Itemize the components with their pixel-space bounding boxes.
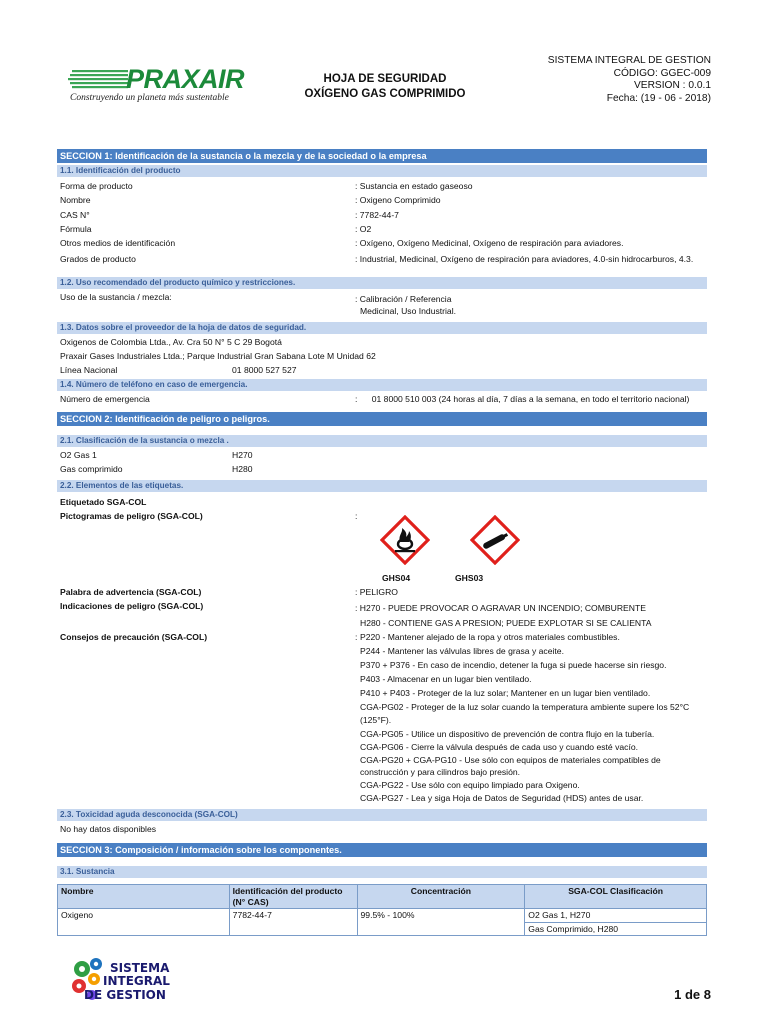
precaution-line: CGA-PG02 - Proteger de la luz solar cuando la temperatura ambiente supere los 52°C [360, 702, 690, 712]
subsection-1-4: 1.4. Número de teléfono en caso de emergencia. [57, 379, 707, 391]
hazard-statements-label: Indicaciones de peligro (SGA-COL) [60, 601, 204, 611]
praxair-stripes-icon [66, 68, 130, 90]
gas-cylinder-icon [470, 515, 520, 565]
national-line-value: 01 8000 527 527 [232, 365, 297, 375]
composition-table [57, 884, 707, 936]
row-value: : Oxígeno, Oxígeno Medicinal, Oxígeno de respiración para aviadores. [355, 238, 624, 248]
table-cell-cas: 7782-44-7 [229, 909, 357, 936]
row-value: : Industrial, Medicinal, Oxígeno de respiración para aviadores, 4.0-sin hidrocarburos, 4.3. [355, 254, 694, 264]
pictogram-label: Pictogramas de peligro (SGA-COL) [60, 511, 203, 521]
hazard-statement-1: : H270 - PUEDE PROVOCAR O AGRAVAR UN INCENDIO; COMBURENTE [355, 603, 646, 613]
precaution-line: P410 + P403 - Proteger de la luz solar; Mantener en un lugar bien ventilado. [360, 688, 651, 698]
system-info [548, 55, 711, 105]
praxair-brand: PRAXAIR [126, 64, 245, 94]
footer-logo-line-2: INTEGRAL [103, 974, 170, 988]
table-cell-name: Oxigeno [58, 909, 230, 936]
label-sga: Etiquetado SGA-COL [60, 497, 147, 507]
subsection-2-1: 2.1. Clasificación de la sustancia o mezcla . [57, 435, 707, 447]
subsection-1-2: 1.2. Uso recomendado del producto químico y restricciones. [57, 277, 707, 289]
row-label: Otros medios de identificación [60, 238, 176, 248]
precaution-line: P220 - Mantener alejado de la ropa y otros materiales combustibles. [360, 632, 620, 642]
emergency-value: : 01 8000 510 003 (24 horas al día, 7 días a la semana, en todo el territorio nacional) [355, 394, 690, 404]
use-value: : Calibración / Referencia [355, 294, 452, 304]
footer-logo-line-3: DE GESTION [84, 988, 166, 1002]
title-line-1: HOJA DE SEGURIDAD [323, 73, 447, 85]
row-value: : Sustancia en estado gaseoso [355, 181, 473, 191]
table-cell-classification: Gas Comprimido, H280 [525, 922, 707, 936]
supplier-line-2: Praxair Gases Industriales Ltda.; Parque Industrial Gran Sabana Lote M Unidad 62 [60, 351, 376, 361]
row-value: : Oxigeno Comprimido [355, 195, 441, 205]
page-number: 1 de 8 [674, 987, 711, 1002]
precaution-line: (125°F). [360, 715, 392, 725]
subsection-1-3: 1.3. Datos sobre el proveedor de la hoja de datos de seguridad. [57, 322, 707, 334]
use-label: Uso de la sustancia / mezcla: [60, 292, 172, 302]
subsection-3-1: 3.1. Sustancia [57, 866, 707, 878]
no-data-text: No hay datos disponibles [60, 824, 157, 834]
subsection-2-2: 2.2. Elementos de las etiquetas. [57, 480, 707, 492]
class-value: H270 [232, 450, 253, 460]
pictogram-colon: : [355, 511, 358, 521]
signal-word-value: : PELIGRO [355, 587, 398, 597]
use-value-2: Medicinal, Uso Industrial. [360, 306, 457, 316]
supplier-line-1: Oxigenos de Colombia Ltda., Av. Cra 50 N° 5 C 29 Bogotá [60, 337, 282, 347]
row-label: Grados de producto [60, 254, 136, 264]
subsection-1-1: 1.1. Identificación del producto [57, 165, 707, 177]
precaution-line: CGA-PG22 - Use sólo con equipo limpiado para Oxigeno. [360, 780, 580, 790]
precautions-label: Consejos de precaución (SGA-COL) [60, 632, 208, 642]
table-header: Nombre [58, 885, 230, 909]
row-label: CAS N° [60, 210, 90, 220]
footer-logo-line-1: SISTEMA [110, 961, 170, 975]
precaution-line: P244 - Mantener las válvulas libres de grasa y aceite. [360, 646, 564, 656]
document-date: Fecha: (19 - 06 - 2018) [606, 92, 711, 104]
precautions-colon: : [355, 632, 358, 642]
precaution-line: P403 - Almacenar en un lugar bien ventilado. [360, 674, 532, 684]
section-2-title: SECCION 2: Identificación de peligro o peligros. [57, 412, 707, 426]
precaution-line: CGA-PG06 - Cierre la válvula después de cada uso y cuando esté vacío. [360, 742, 639, 752]
row-value: : 7782-44-7 [355, 210, 399, 220]
title-line-2: OXÍGENO GAS COMPRIMIDO [304, 88, 466, 100]
document-version: VERSION : 0.0.1 [633, 80, 711, 92]
sistema-integral-logo [70, 955, 200, 1003]
section-3-title: SECCION 3: Composición / información sobre los componentes. [57, 843, 707, 857]
document-code: CÓDIGO: GGEC-009 [613, 67, 711, 79]
flame-over-circle-icon [380, 515, 430, 565]
ghs03-label: GHS03 [455, 573, 484, 583]
hazard-statement-2: H280 - CONTIENE GAS A PRESION; PUEDE EXPLOTAR SI SE CALIENTA [360, 618, 652, 628]
ghs04-label: GHS04 [382, 573, 411, 583]
subsection-2-3: 2.3. Toxicidad aguda desconocida (SGA-COL) [57, 809, 707, 821]
row-label: Fórmula [60, 224, 92, 234]
section-1-title: SECCION 1: Identificación de la sustancia o la mezcla y de la sociedad o la empresa [57, 149, 707, 163]
table-cell-concentration: 99.5% - 100% [357, 909, 525, 936]
table-row [58, 909, 707, 923]
signal-word-label: Palabra de advertencia (SGA-COL) [60, 587, 202, 597]
row-label: Forma de producto [60, 181, 133, 191]
document-title [270, 72, 500, 102]
row-value: : O2 [355, 224, 372, 234]
system-name: SISTEMA INTEGRAL DE GESTION [547, 55, 711, 66]
table-header: Concentración [357, 885, 525, 909]
emergency-label: Número de emergencia [60, 394, 150, 404]
table-header: Identificación del producto (N° CAS) [229, 885, 357, 909]
table-header-row [58, 885, 707, 909]
class-label: O2 Gas 1 [60, 450, 97, 460]
precaution-line: CGA-PG20 + CGA-PG10 - Use sólo con equipos de materiales compatibles de [360, 755, 661, 765]
praxair-tagline: Construyendo un planeta más sustentable [70, 93, 229, 103]
precaution-line: construcción y para cilindros bajo presión. [360, 767, 521, 777]
precaution-line: P370 + P376 - En caso de incendio, detener la fuga si puede hacerse sin riesgo. [360, 660, 667, 670]
class-label: Gas comprimido [60, 464, 123, 474]
row-label: Nombre [60, 195, 91, 205]
praxair-logo [66, 64, 256, 108]
national-line-label: Línea Nacional [60, 365, 118, 375]
precaution-line: CGA-PG05 - Utilice un dispositivo de prevención de contra flujo en la tubería. [360, 729, 655, 739]
class-value: H280 [232, 464, 253, 474]
precaution-line: CGA-PG27 - Lea y siga Hoja de Datos de Seguridad (HDS) antes de usar. [360, 793, 644, 803]
table-cell-classification: O2 Gas 1, H270 [525, 909, 707, 923]
table-header: SGA-COL Clasificación [525, 885, 707, 909]
